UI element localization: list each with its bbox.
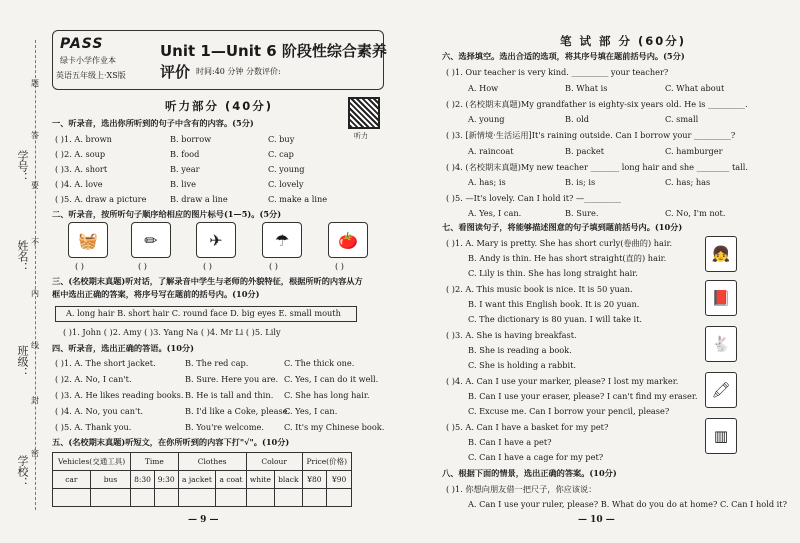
binding-char: 封 (31, 396, 39, 405)
s6-q5-b: B. Sure. (565, 208, 599, 218)
table-cell[interactable]: a jacket (178, 471, 216, 489)
s1-q1-b: B. borrow (170, 134, 212, 144)
table-header: Price(价格) (302, 453, 351, 471)
table-header: Colour (246, 453, 302, 471)
girl-icon: 👧 (705, 236, 737, 272)
s3-options: A. long hair B. short hair C. round face D. big eyes E. small mouth (66, 308, 341, 318)
section-8-title: 八、根据下面的情景，选出正确的答案。(10分) (442, 468, 617, 478)
s4-q2-a: ( )2. A. No, I can't. (55, 374, 132, 384)
section-7-title: 七、看图读句子，将能够描述图意的句子填到题前括号内。(10分) (442, 222, 683, 232)
s7-q1-c: C. Lily is thin. She has long straight hair. (468, 268, 638, 278)
table-cell[interactable]: 9:30 (154, 471, 178, 489)
s1-q3-b: B. year (170, 164, 200, 174)
s7-q5-b: B. Can I have a pet? (468, 437, 552, 447)
s1-q5-a: ( )5. A. draw a picture (55, 194, 147, 204)
s6-q1-b: B. What is (565, 83, 608, 93)
s8-q1-answers: A. Can I use your ruler, please? B. What do you do at home? C. Can I hold it? (468, 499, 787, 509)
s6-q3-b: B. packet (565, 146, 605, 156)
s4-q3-a: ( )3. A. He likes reading books. (55, 390, 184, 400)
s8-q1: ( )1. 你想向朋友借一把尺子，你应该说： (446, 484, 597, 494)
s6-q4-b: B. is; is (565, 177, 596, 187)
s2-bracket: ( ) (269, 261, 278, 271)
s6-q5-c: C. No, I'm not. (665, 208, 726, 218)
book-name: 绿卡小学作业本 (60, 56, 116, 65)
plane-icon: ✈ (196, 222, 236, 258)
table-cell[interactable]: black (275, 471, 303, 489)
s4-q4-a: ( )4. A. No, you can't. (55, 406, 144, 416)
s4-q4-c: C. Yes, I can. (284, 406, 338, 416)
s2-bracket: ( ) (138, 261, 147, 271)
s6-q1: ( )1. Our teacher is very kind. _________ your teacher? (446, 67, 669, 77)
fruit-icon: 🍅 (328, 222, 368, 258)
s1-q3-a: ( )3. A. short (55, 164, 108, 174)
qr-code (348, 97, 380, 129)
s1-q5-c: C. make a line (268, 194, 328, 204)
time-score-line: 时间:40 分钟 分数评价: (196, 67, 281, 76)
s7-q3-a: ( )3. A. She is having breakfast. (446, 330, 577, 340)
book-icon: 📕 (705, 280, 737, 316)
s2-bracket: ( ) (203, 261, 212, 271)
binding-margin (0, 0, 40, 543)
s6-q3: ( )3. [新情境·生活运用]It's raining outside. Can I borrow your _________? (446, 130, 736, 140)
s4-q1-b: B. The red cap. (185, 358, 249, 368)
s1-q1-a: ( )1. A. brown (55, 134, 112, 144)
section-1-title: 一、听录音，选出你所听到的句子中含有的内容。(5分) (52, 118, 254, 128)
table-header: Vehicles(交通工具) (53, 453, 131, 471)
s6-q4: ( )4. (名校期末真题)My new teacher _______ long hair and she ________ tall. (446, 162, 748, 172)
s7-q4-c: C. Excuse me. Can I borrow your pencil, please? (468, 406, 670, 416)
s4-q5-a: ( )5. A. Thank you. (55, 422, 132, 432)
s4-q2-b: B. Sure. Here you are. (185, 374, 279, 384)
s7-q2-c: C. The dictionary is 80 yuan. I will take it. (468, 314, 643, 324)
s1-q5-b: B. draw a line (170, 194, 228, 204)
writing-title: 笔 试 部 分 (60分) (560, 34, 687, 48)
section-2-title: 二、听录音，按所听句子顺序给相应的图片标号(1—5)。(5分) (52, 209, 282, 219)
s4-q2-c: C. Yes, I can do it well. (284, 374, 379, 384)
school-label: 学校： (16, 455, 29, 488)
page-number-left: — 9 — (188, 515, 219, 525)
table-header: Time (131, 453, 178, 471)
binding-char: 密 (31, 449, 39, 458)
section-5-title: 五、(名校期末真题)听短文，在你所听到的内容下打"√"。(10分) (52, 437, 290, 447)
binding-char: 内 (31, 289, 39, 298)
binding-char: 题 (31, 79, 39, 88)
listening-table (52, 452, 352, 507)
qr-label: 听力 (354, 132, 368, 140)
edition-label: 英语五年级上·XS版 (56, 71, 126, 80)
section-3-title: 三、(名校期末真题)听对话，了解录音中学生与老师的外貌特征，根据所听的内容从方 (52, 276, 363, 286)
cage-icon: ▥ (705, 418, 737, 454)
s6-q2-b: B. old (565, 114, 590, 124)
s6-q5: ( )5. —It's lovely. Can I hold it? —_________ (446, 193, 622, 203)
s1-q4-c: C. lovely (268, 179, 304, 189)
s4-q1-c: C. The thick one. (284, 358, 355, 368)
s7-q1-a: ( )1. A. Mary is pretty. She has short curly(卷曲的) hair. (446, 238, 673, 248)
table-cell[interactable]: a coat (216, 471, 246, 489)
marker-icon: 🖍 (705, 372, 737, 408)
s6-q2: ( )2. (名校期末真题)My grandfather is eighty-six years old. He is _________. (446, 99, 748, 109)
cut-line (35, 40, 36, 510)
s3-names: ( )1. John ( )2. Amy ( )3. Yang Na ( )4. Mr Li ( )5. Lily (63, 327, 281, 337)
s2-bracket: ( ) (75, 261, 84, 271)
s1-q4-b: B. live (170, 179, 196, 189)
s7-q5-a: ( )5. A. Can I have a basket for my pet? (446, 422, 609, 432)
pass-logo: PASS (60, 36, 104, 52)
s6-q1-c: C. What about (665, 83, 725, 93)
s1-q1-c: C. buy (268, 134, 295, 144)
s7-q4-a: ( )4. A. Can I use your marker, please? I lost my marker. (446, 376, 679, 386)
student-name-label: 姓名： (16, 240, 29, 273)
s6-q5-a: A. Yes, I can. (468, 208, 522, 218)
s6-q4-c: C. has; has (665, 177, 711, 187)
s7-q5-c: C. Can I have a cage for my pet? (468, 452, 604, 462)
s1-q2-a: ( )2. A. soup (55, 149, 106, 159)
s7-q3-c: C. She is holding a rabbit. (468, 360, 577, 370)
s6-q1-a: A. How (468, 83, 499, 93)
section-3-title-2: 框中选出正确的答案，将序号写在题前的括号内。(10分) (52, 289, 260, 299)
binding-char: 不 (31, 238, 39, 247)
s1-q2-b: B. food (170, 149, 200, 159)
page-number-right: — 10 — (578, 515, 615, 525)
s4-q3-b: B. He is tall and thin. (185, 390, 274, 400)
s6-q4-a: A. has; is (468, 177, 506, 187)
s6-q2-a: A. young (468, 114, 505, 124)
basket-icon: 🧺 (68, 222, 108, 258)
s4-q5-c: C. It's my Chinese book. (284, 422, 385, 432)
s4-q1-a: ( )1. A. The short jacket. (55, 358, 156, 368)
s7-q3-b: B. She is reading a book. (468, 345, 572, 355)
s6-q2-c: C. small (665, 114, 699, 124)
s1-q4-a: ( )4. A. love (55, 179, 103, 189)
table-cell[interactable]: white (246, 471, 274, 489)
listening-title: 听力部分 (40分) (165, 99, 274, 113)
umbrella-icon: ☂ (262, 222, 302, 258)
s4-q4-b: B. I'd like a Coke, please. (185, 406, 291, 416)
s6-q3-a: A. raincoat (468, 146, 514, 156)
section-6-title: 六、选择填空。选出合适的选项，将其序号填在题前括号内。(5分) (442, 51, 685, 61)
table-cell[interactable]: car (53, 471, 91, 489)
s6-q3-c: C. hamburger (665, 146, 723, 156)
table-cell[interactable]: ¥80 (302, 471, 327, 489)
student-id-label: 学号： (16, 150, 29, 183)
class-label: 班级： (16, 345, 29, 378)
s4-q5-b: B. You're welcome. (185, 422, 264, 432)
s7-q2-b: B. I want this English book. It is 20 yuan. (468, 299, 640, 309)
s2-bracket: ( ) (335, 261, 344, 271)
right-page (400, 0, 800, 543)
s7-q1-b: B. Andy is thin. He has short straight(直的) hair. (468, 253, 667, 263)
binding-char: 答 (31, 131, 39, 140)
pencil-icon: ✏ (131, 222, 171, 258)
s1-q2-c: C. cap (268, 149, 294, 159)
table-cell[interactable]: ¥90 (327, 471, 352, 489)
binding-char: 线 (31, 341, 39, 350)
girl-rabbit-icon: 🐇 (705, 326, 737, 362)
s7-q4-b: B. Can I use your eraser, please? I can't find my eraser. (468, 391, 698, 401)
page-title: Unit 1—Unit 6 阶段性综合素养评价 (160, 42, 387, 81)
s4-q3-c: C. She has long hair. (284, 390, 370, 400)
s7-q2-a: ( )2. A. This music book is nice. It is 50 yuan. (446, 284, 633, 294)
table-cell[interactable]: 8:30 (131, 471, 155, 489)
table-cell[interactable]: bus (90, 471, 130, 489)
binding-char: 要 (31, 181, 39, 190)
table-header: Clothes (178, 453, 246, 471)
s1-q3-c: C. young (268, 164, 305, 174)
section-4-title: 四、听录音，选出正确的答语。(10分) (52, 343, 194, 353)
